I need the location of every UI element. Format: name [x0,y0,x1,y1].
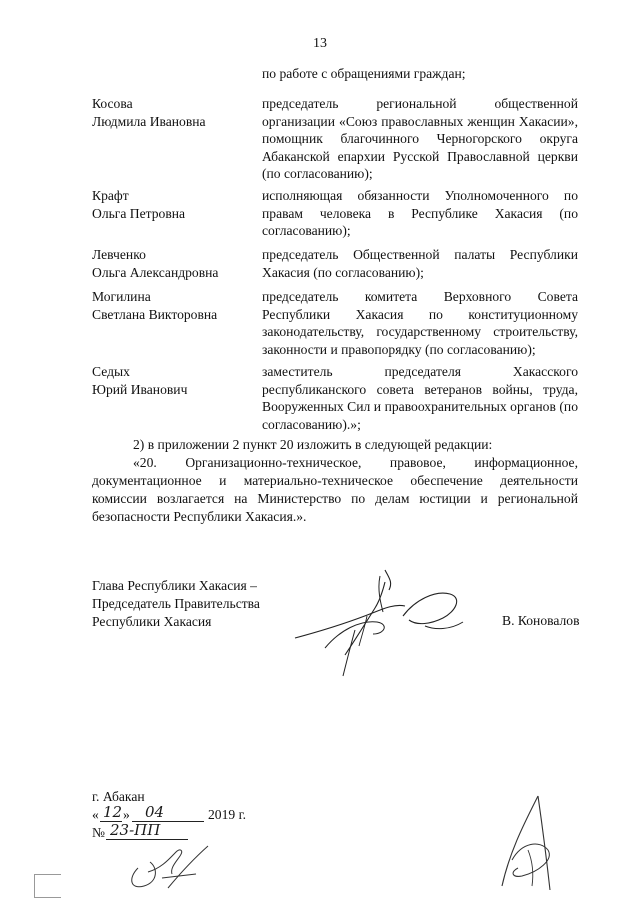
signatory-title-line: Республики Хакасия [92,614,212,629]
clause-20-paragraph: «20. Организационно-техническое, правовое, информационное, документационное и материально-техническое обеспечение деятельности комиссии возлагается на Министерство по делам юстиции и региональной безопасности Республики Хакасия.». [92,455,578,524]
date-day: 12 [103,803,123,821]
stamp-corner-mark [34,874,61,898]
member-given-names: Светлана Викторовна [92,306,218,322]
member-given-names: Ольга Петровна [92,205,186,221]
amendment-paragraph: 2) в приложении 2 пункт 20 изложить в следующей редакции: [133,437,493,452]
member-surname: Могилина [92,289,151,304]
member-name [92,95,257,130]
number-label: № [92,825,105,840]
member-name [92,246,257,281]
member-given-names: Юрий Иванович [92,381,188,397]
member-given-names: Людмила Ивановна [92,113,206,129]
issue-place: г. Абакан [92,789,145,804]
member-surname: Левченко [92,247,146,262]
initials-scribble [118,838,213,893]
continuation-line: по работе с обращениями граждан; [262,66,466,81]
member-role: заместитель председателя Хакасского республиканского совета ветеранов войны, труда, Вооруженных Сил и правоохранительных органов (по согласованию).»; [262,364,578,432]
member-name [92,288,257,323]
member-role: председатель региональной общественной организации «Союз православных женщин Хакасии», помощник благочинного Черногорского округа Абаканской епархии Русской Православной церкви (по согласованию); [262,96,578,181]
handwritten-signature [285,560,475,680]
date-quote-open: « [92,807,99,822]
member-role: председатель комитета Верховного Совета Республики Хакасия по конституционному законодательству, государственному строительству, законности и правопорядку (по согласованию); [262,289,578,357]
member-name [92,363,257,398]
member-role: председатель Общественной палаты Республики Хакасия (по согласованию); [262,247,578,280]
member-role: исполняющая обязанности Уполномоченного по правам человека в Республике Хакасия (по согласованию); [262,188,578,238]
member-surname: Седых [92,364,130,379]
handwritten-mark [488,790,568,900]
member-given-names: Ольга Александровна [92,264,219,280]
member-name [92,187,257,222]
date-month: 04 [145,803,165,821]
issue-details [92,788,292,842]
number-value: 23-ПП [110,821,161,839]
signatory-title-line: Глава Республики Хакасия – [92,578,257,593]
date-year: 2019 г. [208,807,247,822]
signatory-title [92,577,260,631]
member-surname: Крафт [92,188,129,203]
signatory-title-line: Председатель Правительства [92,596,260,611]
date-quote-close: » [123,807,130,822]
signer-name: В. Коновалов [502,613,580,628]
page-number: 13 [313,36,327,51]
member-surname: Косова [92,96,133,111]
